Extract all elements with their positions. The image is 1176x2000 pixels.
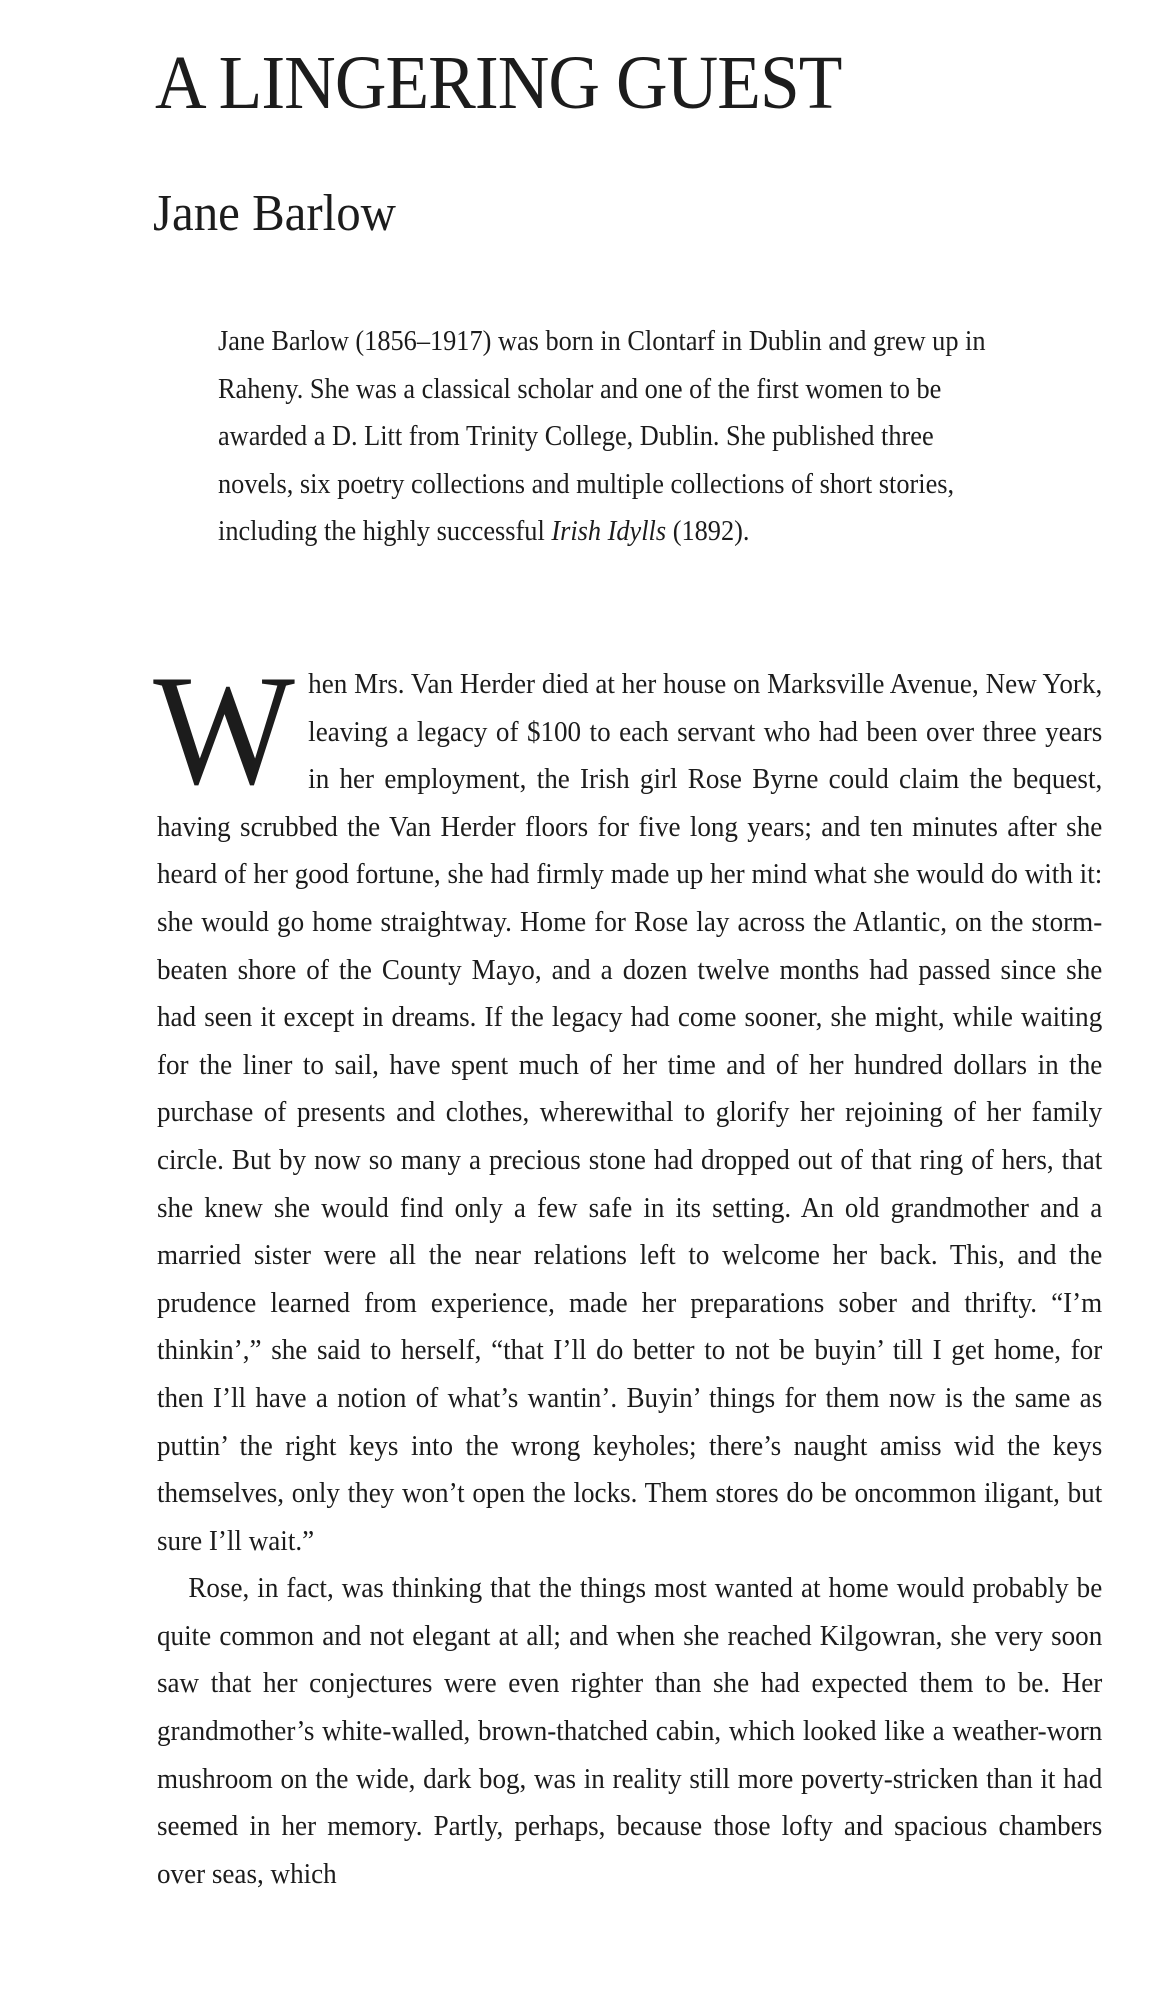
story-body bbox=[153, 643, 1103, 1898]
story-paragraph-1 bbox=[153, 643, 1103, 1565]
bio-book-title: Irish Idylls bbox=[551, 516, 667, 547]
story-title: A LINGERING GUEST bbox=[155, 41, 842, 125]
author-name: Jane Barlow bbox=[153, 185, 396, 242]
drop-cap: W bbox=[153, 643, 295, 818]
paragraph-1-text: hen Mrs. Van Herder died at her house on Marksville Avenue, New York, leaving a legacy of $100 to each servant who had been over three years in her employment, the Irish girl Rose Byrne could claim the bequest, having scrubbed the Van Herder floors for five long years; and ten minutes after she heard of her good fortune, she had firmly made up her mind what she would do with it: she would go home straightway. Home for Rose lay across the Atlantic, on the storm-beaten shore of the County Mayo, and a dozen twelve months had passed since she had seen it except in dreams. If the legacy had come sooner, she might, while waiting for the liner to sail, have spent much of her time and of her hundred dollars in the purchase of presents and clothes, wherewithal to glorify her rejoining of her family circle. But by now so many a precious stone had dropped out of that ring of hers, that she knew she would find only a few safe in its setting. An old grandmother and a married sister were all the near relations left to welcome her back. This, and the prudence learned from experience, made her preparations sober and thrifty. “I’m thinkin’,” she said to herself, “that I’ll do better to not be buyin’ till I get home, for then I’ll have a notion of what’s wantin’. Buyin’ things for them now is the same as puttin’ the right keys into the wrong keyholes; there’s naught amiss wid the keys themselves, only they won’t open the locks. Them stores do be oncommon iligant, but sure I’ll wait.” bbox=[157, 669, 1103, 1557]
story-paragraph-2: Rose, in fact, was thinking that the things most wanted at home would probably be quite common and not elegant at all; and when she reached Kilgowran, she very soon saw that her conjectures were even righter than she had expected them to be. Her grandmother’s white-walled, brown-thatched cabin, which looked like a weather-worn mushroom on the wide, dark bog, was in reality still more poverty-stricken than it had seemed in her memory. Partly, perhaps, because those lofty and spacious chambers over seas, which bbox=[157, 1573, 1103, 1890]
bio-text-end: (1892). bbox=[666, 516, 750, 547]
bio-text-start: Jane Barlow (1856–1917) was born in Clontarf in Dublin and grew up in Raheny. She was a classical scholar and one of the first women to be awarded a D. Litt from Trinity College, Dublin. She published three novels, six poetry collections and multiple collections of short stories, including the highly successful bbox=[218, 326, 986, 547]
author-bio bbox=[218, 318, 989, 556]
